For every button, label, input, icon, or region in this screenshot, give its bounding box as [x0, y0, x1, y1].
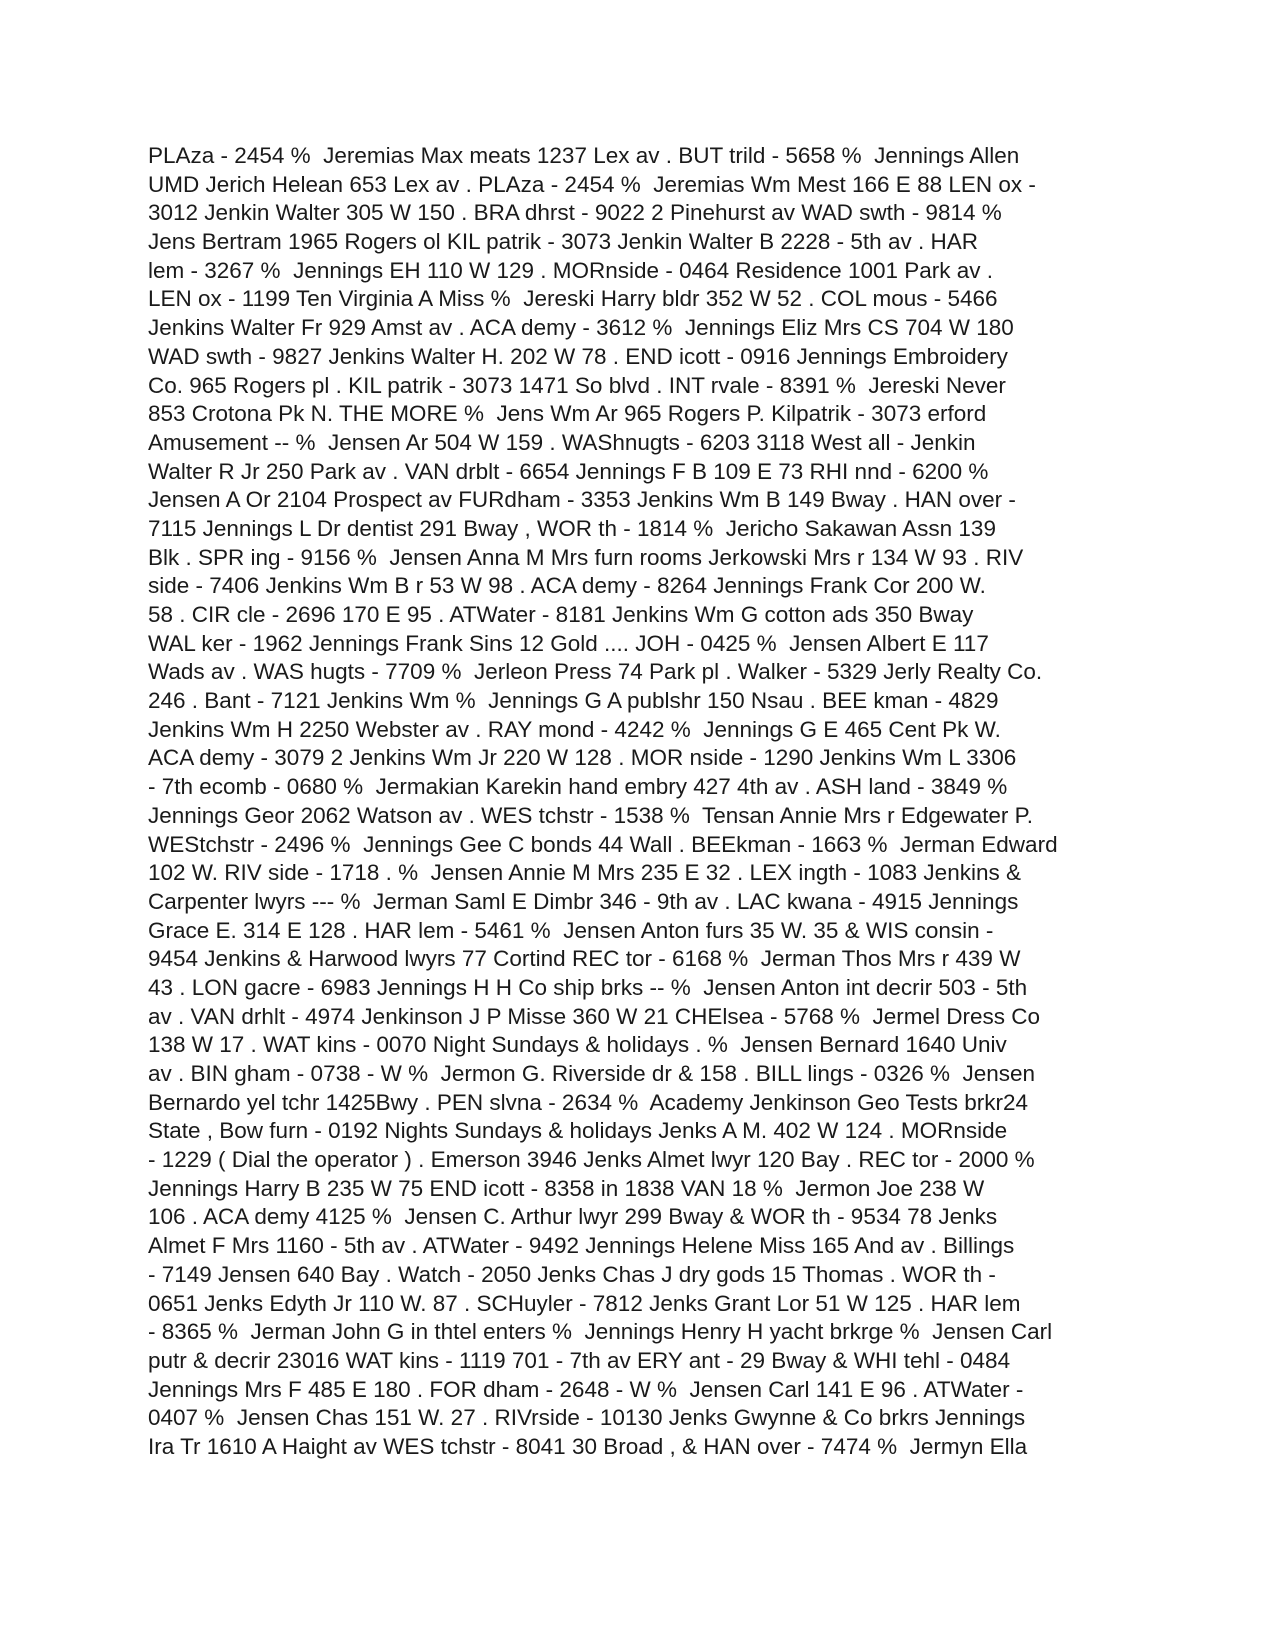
text-line: 853 Crotona Pk N. THE MORE % Jens Wm Ar 965 Rogers P. Kilpatrik - 3073 erford — [148, 401, 987, 427]
text-line: WEStchstr - 2496 % Jennings Gee C bonds 44 Wall . BEEkman - 1663 % Jerman Edward — [148, 831, 1058, 857]
text-line: Almet F Mrs 1160 - 5th av . ATWater - 9492 Jennings Helene Miss 165 And av . Billings — [148, 1233, 1015, 1259]
text-line: Jensen A Or 2104 Prospect av FURdham - 3353 Jenkins Wm B 149 Bway . HAN over - — [148, 487, 1016, 513]
text-line: - 8365 % Jerman John G in thtel enters % Jennings Henry H yacht brkrge % Jensen Carl — [148, 1319, 1053, 1345]
text-line: Jenkins Wm H 2250 Webster av . RAY mond - 4242 % Jennings G E 465 Cent Pk W. — [148, 716, 1001, 742]
text-line: Grace E. 314 E 128 . HAR lem - 5461 % Jensen Anton furs 35 W. 35 & WIS consin - — [148, 917, 994, 943]
text-line: ACA demy - 3079 2 Jenkins Wm Jr 220 W 128 . MOR nside - 1290 Jenkins Wm L 3306 — [148, 745, 1017, 771]
text-line: PLAza - 2454 % Jeremias Max meats 1237 Lex av . BUT trild - 5658 % Jennings Allen — [148, 143, 1020, 168]
text-line: - 7149 Jensen 640 Bay . Watch - 2050 Jenks Chas J dry gods 15 Thomas . WOR th - — [148, 1261, 996, 1287]
text-line: Jennings Mrs F 485 E 180 . FOR dham - 2648 - W % Jensen Carl 141 E 96 . ATWater - — [148, 1376, 1024, 1402]
text-line: WAD swth - 9827 Jenkins Walter H. 202 W 78 . END icott - 0916 Jennings Embroidery — [148, 343, 1008, 369]
text-line: putr & decrir 23016 WAT kins - 1119 701 - 7th av ERY ant - 29 Bway & WHI tehl - 0484 — [148, 1347, 1011, 1373]
text-line: side - 7406 Jenkins Wm B r 53 W 98 . ACA demy - 8264 Jennings Frank Cor 200 W. — [148, 573, 986, 599]
text-line: Jennings Geor 2062 Watson av . WES tchstr - 1538 % Tensan Annie Mrs r Edgewater P. — [148, 802, 1034, 828]
text-line: 106 . ACA demy 4125 % Jensen C. Arthur lwyr 299 Bway & WOR th - 9534 78 Jenks — [148, 1204, 998, 1230]
text-line: Bernardo yel tchr 1425Bwy . PEN slvna - 2634 % Academy Jenkinson Geo Tests brkr24 — [148, 1089, 1029, 1115]
text-line: 246 . Bant - 7121 Jenkins Wm % Jennings G A publshr 150 Nsau . BEE kman - 4829 — [148, 688, 999, 714]
text-line: State , Bow furn - 0192 Nights Sundays & holidays Jenks A M. 402 W 124 . MORnside — [148, 1118, 1008, 1144]
text-line: - 1229 ( Dial the operator ) . Emerson 3946 Jenks Almet lwyr 120 Bay . REC tor - 2000 % — [148, 1147, 1035, 1173]
text-line: Amusement -- % Jensen Ar 504 W 159 . WAShnugts - 6203 3118 West all - Jenkin — [148, 429, 976, 455]
text-line: Ira Tr 1610 A Haight av WES tchstr - 8041 30 Broad , & HAN over - 7474 % Jermyn Ella — [148, 1433, 1028, 1459]
text-line: Jens Bertram 1965 Rogers ol KIL patrik - 3073 Jenkin Walter B 2228 - 5th av . HAR — [148, 229, 978, 255]
text-line: 7115 Jennings L Dr dentist 291 Bway , WOR th - 1814 % Jericho Sakawan Assn 139 — [148, 515, 996, 541]
text-line: WAL ker - 1962 Jennings Frank Sins 12 Gold .... JOH - 0425 % Jensen Albert E 117 — [148, 630, 989, 656]
text-line: UMD Jerich Helean 653 Lex av . PLAza - 2454 % Jeremias Wm Mest 166 E 88 LEN ox - — [148, 171, 1036, 197]
text-line: 43 . LON gacre - 6983 Jennings H H Co ship brks -- % Jensen Anton int decrir 503 - 5th — [148, 974, 1028, 1000]
text-line: Co. 965 Rogers pl . KIL patrik - 3073 1471 So blvd . INT rvale - 8391 % Jereski Never — [148, 372, 1006, 398]
text-line: lem - 3267 % Jennings EH 110 W 129 . MORnside - 0464 Residence 1001 Park av . — [148, 257, 994, 283]
text-line: Walter R Jr 250 Park av . VAN drblt - 6654 Jennings F B 109 E 73 RHI nnd - 6200 % — [148, 458, 989, 484]
text-line: Jennings Harry B 235 W 75 END icott - 8358 in 1838 VAN 18 % Jermon Joe 238 W — [148, 1175, 985, 1201]
text-line: Wads av . WAS hugts - 7709 % Jerleon Press 74 Park pl . Walker - 5329 Jerly Realty Co. — [148, 659, 1043, 685]
text-line: Carpenter lwyrs --- % Jerman Saml E Dimbr 346 - 9th av . LAC kwana - 4915 Jennings — [148, 888, 1019, 914]
text-line: Jenkins Walter Fr 929 Amst av . ACA demy - 3612 % Jennings Eliz Mrs CS 704 W 180 — [148, 315, 1014, 341]
text-line: 0651 Jenks Edyth Jr 110 W. 87 . SCHuyler - 7812 Jenks Grant Lor 51 W 125 . HAR lem — [148, 1290, 1021, 1316]
text-line: - 7th ecomb - 0680 % Jermakian Karekin hand embry 427 4th av . ASH land - 3849 % — [148, 774, 1008, 800]
text-line: av . VAN drhlt - 4974 Jenkinson J P Misse 360 W 21 CHElsea - 5768 % Jermel Dress Co — [148, 1003, 1041, 1029]
text-line: Blk . SPR ing - 9156 % Jensen Anna M Mrs furn rooms Jerkowski Mrs r 134 W 93 . RIV — [148, 544, 1024, 570]
text-line: 9454 Jenkins & Harwood lwyrs 77 Cortind REC tor - 6168 % Jerman Thos Mrs r 439 W — [148, 946, 1021, 972]
text-line: 138 W 17 . WAT kins - 0070 Night Sundays & holidays . % Jensen Bernard 1640 Univ — [148, 1032, 1007, 1058]
text-line: 58 . CIR cle - 2696 170 E 95 . ATWater - 8181 Jenkins Wm G cotton ads 350 Bway — [148, 602, 974, 627]
text-line: av . BIN gham - 0738 - W % Jermon G. Riverside dr & 158 . BILL lings - 0326 % Jensen — [148, 1061, 1036, 1086]
text-line: 3012 Jenkin Walter 305 W 150 . BRA dhrst - 9022 2 Pinehurst av WAD swth - 9814 % — [148, 200, 1002, 226]
text-line: LEN ox - 1199 Ten Virginia A Miss % Jereski Harry bldr 352 W 52 . COL mous - 5466 — [148, 286, 998, 312]
text-line: 102 W. RIV side - 1718 . % Jensen Annie M Mrs 235 E 32 . LEX ingth - 1083 Jenkins & — [148, 860, 1021, 886]
text-line: 0407 % Jensen Chas 151 W. 27 . RIVrside - 10130 Jenks Gwynne & Co brkrs Jennings — [148, 1405, 1026, 1431]
directory-text-block — [148, 142, 1158, 1462]
